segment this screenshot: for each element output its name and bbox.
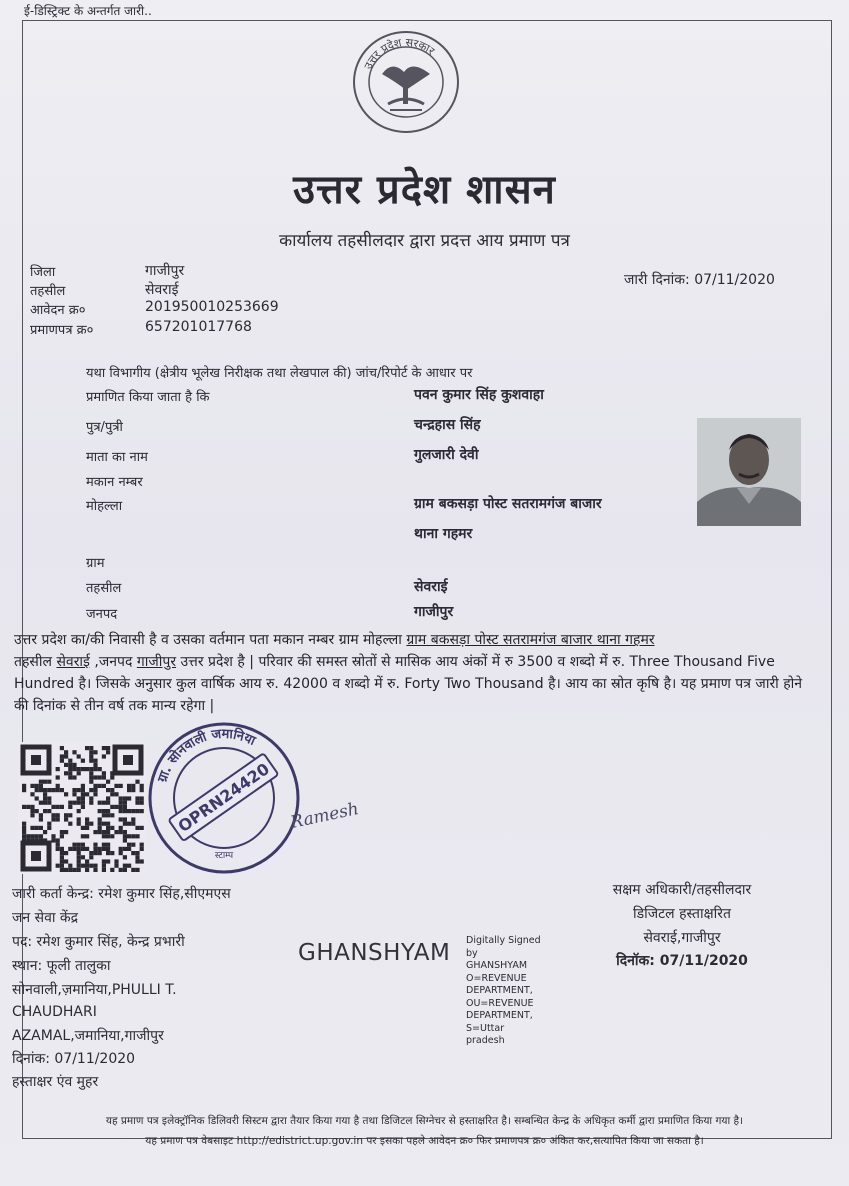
district-value: गाजीपुर bbox=[145, 263, 185, 279]
svg-text:उत्तर प्रदेश सरकार bbox=[362, 36, 438, 71]
body-text-part-2: तहसील bbox=[14, 654, 57, 670]
mother-name-label: माता का नाम bbox=[86, 450, 148, 465]
applicant-name: पवन कुमार सिंह कुशवाहा bbox=[414, 387, 544, 403]
certificate-number-value: 657201017768 bbox=[145, 319, 252, 335]
applicant-photo bbox=[697, 418, 801, 526]
issuer-line-5: सोनवाली,ज़मानिया,PHULLI T. bbox=[12, 982, 177, 998]
tehsil-value: सेवराई bbox=[145, 282, 179, 298]
certificate-number-label: प्रमाणपत्र क्र० bbox=[30, 323, 94, 338]
issuer-line-6: CHAUDHARI bbox=[12, 1004, 97, 1020]
body-address: ग्राम बकसड़ा पोस्ट सतरामगंज बाजार थाना गहमर bbox=[406, 632, 655, 648]
issuer-signature-note: हस्ताक्षर एंव मुहर bbox=[12, 1074, 99, 1090]
page-subtitle: कार्यालय तहसीलदार द्वारा प्रदत्त आय प्रमाण पत्र bbox=[279, 231, 570, 251]
body-tehsil: सेवराई bbox=[56, 654, 90, 670]
page-title: उत्तर प्रदेश शासन bbox=[293, 167, 556, 213]
gram-label: ग्राम bbox=[86, 556, 105, 571]
issuer-date: दिनांक: 07/11/2020 bbox=[12, 1051, 136, 1067]
emblem-text: उत्तर प्रदेश सरकार bbox=[361, 35, 438, 72]
up-government-emblem-icon bbox=[352, 30, 460, 134]
son-of-label: पुत्र/पुत्री bbox=[86, 420, 123, 435]
issue-date: जारी दिनांक: 07/11/2020 bbox=[624, 272, 775, 288]
janpad-label: जनपद bbox=[86, 607, 118, 622]
issuer-line-4: स्थान: फूली तालुका bbox=[12, 958, 111, 974]
mohalla-label: मोहल्ला bbox=[86, 499, 123, 514]
authority-date: दिनॉक: 07/11/2020 bbox=[616, 953, 748, 969]
mohalla-value: ग्राम बकसड़ा पोस्ट सतरामगंज बाजार bbox=[414, 496, 602, 512]
intro-text: यथा विभागीय (क्षेत्रीय भूलेख निरीक्षक तथा लेखपाल की) जांच/रिपोर्ट के आधार पर bbox=[86, 366, 473, 381]
stamp-ring-text: ग्रा. सोनवाली जमानिया bbox=[155, 726, 258, 785]
authority-line-1: सक्षम अधिकारी/तहसीलदार bbox=[612, 882, 752, 898]
application-number-value: 201950010253669 bbox=[145, 299, 279, 315]
tehsil-field-label: तहसील bbox=[86, 581, 122, 596]
handwritten-signature: Ramesh bbox=[288, 799, 361, 833]
tehsil-label: तहसील bbox=[30, 284, 66, 299]
certified-label: प्रमाणित किया जाता है कि bbox=[86, 390, 210, 405]
body-text-part-1: उत्तर प्रदेश का/की निवासी है व उसका वर्तमान पता मकान नम्बर ग्राम मोहल्ला bbox=[14, 632, 407, 648]
authority-line-3: सेवराई,गाजीपुर bbox=[643, 930, 721, 946]
mohalla-value-line2: थाना गहमर bbox=[414, 526, 473, 542]
qr-code bbox=[18, 742, 146, 874]
top-note: ई-डिस्ट्रिक्ट के अन्तर्गत जारी.. bbox=[24, 4, 152, 18]
office-seal-stamp bbox=[144, 718, 304, 878]
issuer-line-3: पद: रमेश कुमार सिंह, केन्द्र प्रभारी bbox=[12, 934, 185, 950]
issuer-line-7: AZAMAL,जमानिया,गाजीपुर bbox=[12, 1028, 164, 1044]
body-text-part-3: ,जनपद bbox=[89, 654, 137, 670]
digital-signer-name: GHANSHYAM bbox=[298, 940, 451, 966]
issuer-line-2: जन सेवा केंद्र bbox=[12, 910, 79, 926]
issuer-line-1: जारी कर्ता केन्द्र: रमेश कुमार सिंह,सीएमएस bbox=[12, 886, 231, 902]
footer-line-1: यह प्रमाण पत्र इलेक्ट्रॉनिक डिलिवरी सिस्टम द्वारा तैयार किया गया है तथा डिजिटल सिग्नेचर से हस्ताक्षरित है। सम्बन्धित केन्द्र के अधिकृत कर्मी द्वारा प्रमाणित किया गया है। bbox=[105, 1115, 744, 1127]
application-number-label: आवेदन क्र० bbox=[30, 303, 86, 318]
certificate-body-paragraph bbox=[14, 629, 814, 717]
district-label: जिला bbox=[30, 265, 56, 280]
stamp-inner-text: स्टाम्प bbox=[214, 851, 234, 861]
footer-line-2: यह प्रमाण पत्र वेबसाइट http://edistrict.up.gov.in पर इसका पहले आवेदन क्र० फिर प्रमाणपत्र क्र० अंकित कर,सत्यापित किया जा सकता है। bbox=[145, 1135, 704, 1147]
mother-name: गुलजारी देवी bbox=[414, 447, 479, 463]
body-text-part-4: उत्तर प्रदेश है | परिवार की समस्त स्रोतों से मासिक आय अंकों में रु 3500 व शब्दो में रु. Three Thousand Five Hundred है। जिसके अनुसार कुल वार्षिक आय रु. 42000 व शब्दो में रु. Forty Two Thousand है। आय का स्रोत कृषि है। यह प्रमाण पत्र जारी होने की दिनांक से तीन वर्ष तक मान्य रहेगा | bbox=[14, 654, 803, 714]
house-number-label: मकान नम्बर bbox=[86, 475, 143, 490]
father-name: चन्द्रहास सिंह bbox=[414, 417, 481, 433]
authority-line-2: डिजिटल हस्ताक्षरित bbox=[633, 906, 731, 922]
body-janpad: गाजीपुर bbox=[136, 654, 177, 670]
tehsil-field-value: सेवराई bbox=[414, 579, 448, 595]
digital-signature-details: Digitally Signed by GHANSHYAM O=REVENUE DEPARTMENT, OU=REVENUE DEPARTMENT, S=Uttar pradesh bbox=[466, 935, 541, 1046]
stamp-code: OPRN24420 bbox=[174, 759, 273, 836]
janpad-value: गाजीपुर bbox=[414, 604, 454, 620]
